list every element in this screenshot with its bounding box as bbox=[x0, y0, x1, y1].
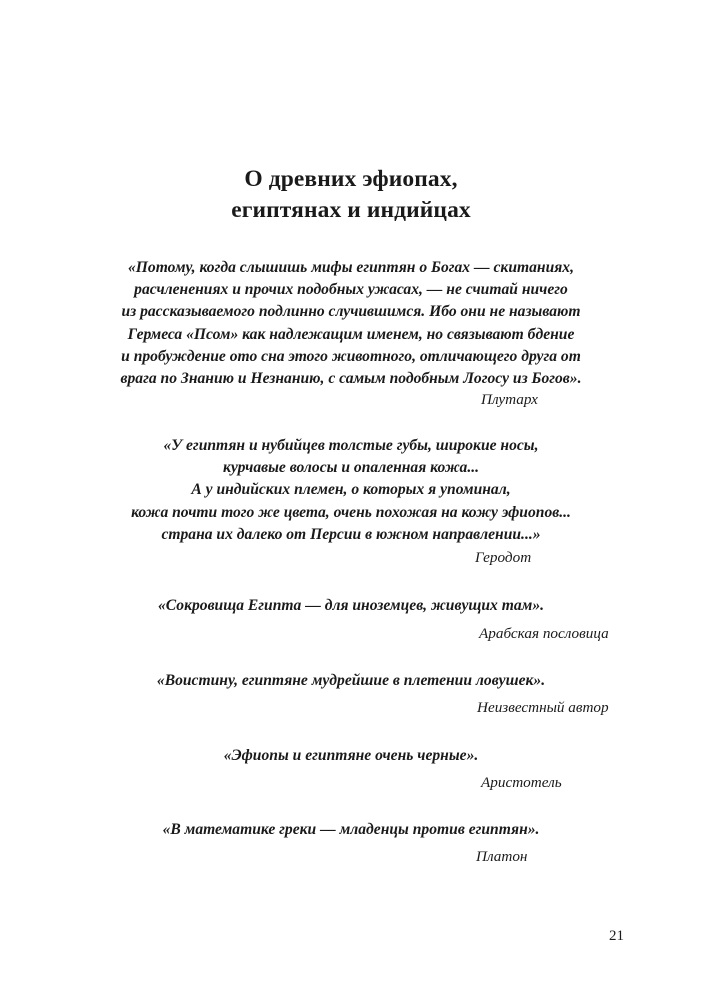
chapter-title-line-1: О древних эфиопах, bbox=[244, 166, 458, 192]
chapter-title-line-2: египтянах и индийцах bbox=[231, 197, 471, 223]
quote-author-aristotle: Аристотель bbox=[481, 774, 562, 791]
quote-line: страна их далеко от Персии в южном направлении...» bbox=[161, 525, 541, 543]
quote-line: «Эфиопы и египтяне очень черные». bbox=[223, 747, 479, 764]
quote-herodotus bbox=[60, 435, 642, 546]
quote-arabic-proverb bbox=[60, 595, 642, 617]
quote-author-herodotus: Геродот bbox=[475, 549, 532, 566]
quote-author-unknown: Неизвестный автор bbox=[477, 699, 609, 716]
quote-plutarch bbox=[60, 257, 642, 390]
quote-line: Гермеса «Псом» как надлежащим именем, но связывают бдение bbox=[127, 325, 575, 343]
chapter-title bbox=[0, 164, 702, 226]
quote-line: «В математике греки — младенцы против египтян». bbox=[162, 821, 540, 838]
page-number: 21 bbox=[609, 928, 624, 944]
quote-unknown-author bbox=[60, 670, 642, 692]
quote-author-arabic-proverb: Арабская пословица bbox=[479, 625, 609, 642]
quote-line: врага по Знанию и Незнанию, с самым подобным Логосу из Богов». bbox=[120, 370, 582, 388]
quote-author-plato: Платон bbox=[476, 848, 528, 865]
quote-line: курчавые волосы и опаленная кожа... bbox=[222, 459, 480, 477]
quote-line: «Воистину, египтяне мудрейшие в плетении ловушек». bbox=[156, 672, 546, 689]
quote-author-plutarch: Плутарх bbox=[481, 391, 538, 408]
quote-line: из рассказываемого подлинно случившимся. Ибо они не называют bbox=[121, 303, 581, 321]
quote-line: «Сокровища Египта — для иноземцев, живущих там». bbox=[157, 597, 545, 614]
quote-plato bbox=[60, 819, 642, 841]
quote-line: расчленениях и прочих подобных ужасах, — не считай ничего bbox=[134, 281, 568, 299]
quote-line: кожа почти того же цвета, очень похожая на кожу эфиопов... bbox=[131, 503, 571, 521]
quote-line: и пробуждение ото сна этого животного, отличающего друга от bbox=[121, 347, 581, 365]
quote-line: «У египтян и нубийцев толстые губы, широкие носы, bbox=[163, 437, 539, 454]
quote-aristotle bbox=[60, 745, 642, 767]
quote-line: А у индийских племен, о которых я упоминал, bbox=[191, 481, 511, 499]
quote-line: «Потому, когда слышишь мифы египтян о Богах — скитаниях, bbox=[128, 259, 574, 276]
